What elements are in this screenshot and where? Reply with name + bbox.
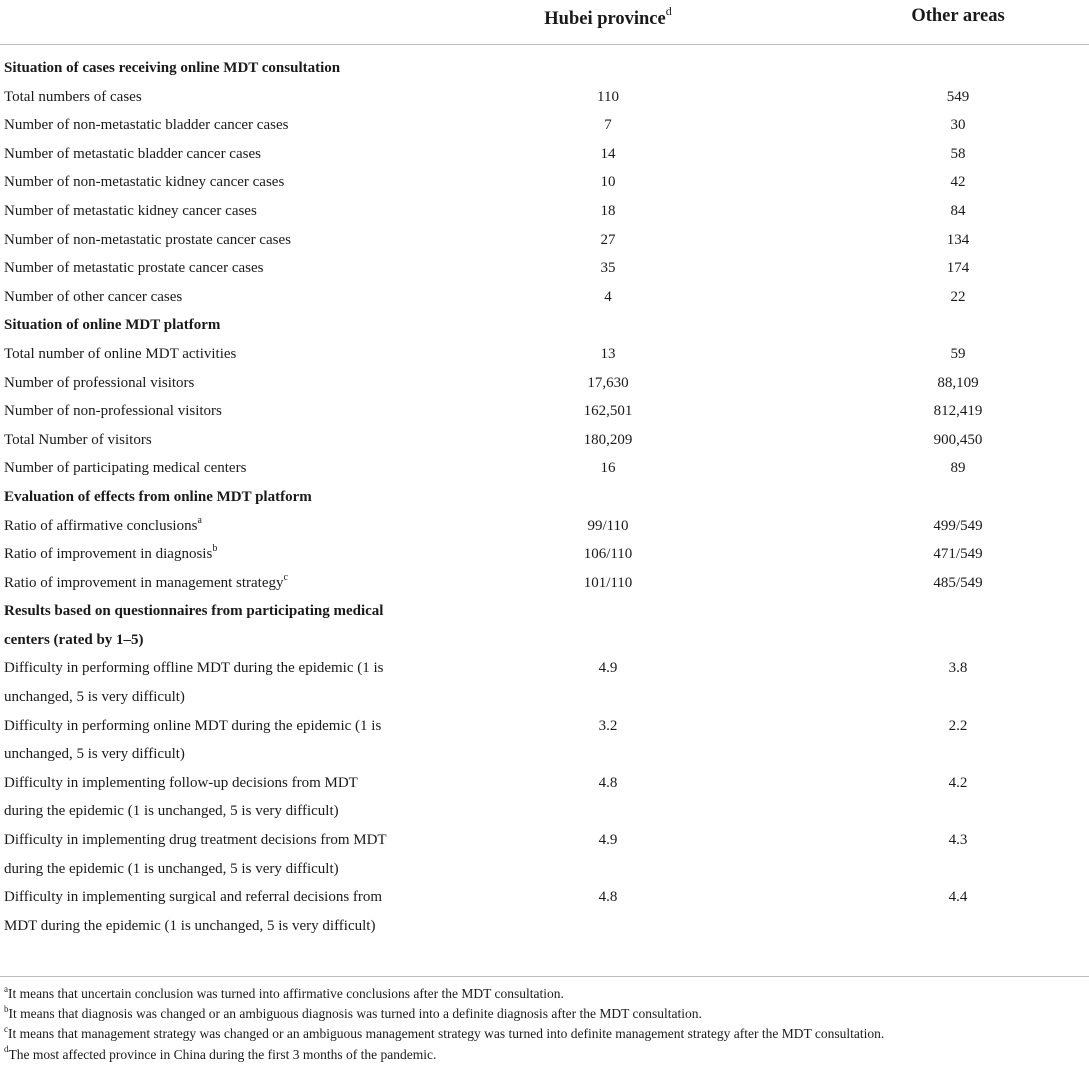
row-label: Difficulty in performing offline MDT during the epidemic (1 is unchanged, 5 is very difficult) — [4, 660, 384, 706]
table-row — [0, 254, 1089, 283]
cell-other-areas: 499/549 — [933, 517, 983, 534]
row-label: Total Number of visitors — [4, 431, 152, 448]
table-row — [0, 883, 1089, 969]
cell-other-areas: 812,419 — [933, 403, 983, 420]
cell-hubei: 4.8 — [598, 774, 618, 791]
cell-other-areas: 58 — [950, 145, 966, 162]
row-label: Number of metastatic kidney cancer cases — [4, 202, 257, 219]
row-label: Difficulty in performing online MDT during the epidemic (1 is unchanged, 5 is very difficult) — [4, 717, 382, 763]
footnote-divider — [0, 976, 1089, 977]
table-row — [0, 140, 1089, 169]
row-label: Difficulty in implementing drug treatment decisions from MDT during the epidemic (1 is unchanged, 5 is very difficult) — [4, 832, 387, 877]
cell-other-areas: 485/549 — [933, 574, 983, 591]
table-row — [0, 369, 1089, 398]
row-label: Ratio of affirmative conclusions$^a$ — [4, 514, 202, 534]
cell-hubei: 4.8 — [598, 889, 618, 906]
section-title: Results based on questionnaires from participating medical centers (rated by 1–5) — [4, 603, 384, 648]
cell-hubei: 106/110 — [583, 546, 633, 563]
table-row — [0, 454, 1089, 483]
table-row — [0, 397, 1089, 426]
cell-other-areas: 900,450 — [933, 431, 983, 448]
section-header-row — [0, 483, 1089, 512]
table-row — [0, 512, 1089, 541]
cell-other-areas: 174 — [946, 260, 970, 277]
cell-other-areas: 134 — [946, 231, 970, 248]
section-title: Situation of online MDT platform — [4, 317, 221, 334]
cell-other-areas: 84 — [950, 202, 966, 219]
table-row — [0, 226, 1089, 255]
row-label: Ratio of improvement in diagnosis$^b$ — [4, 543, 218, 563]
cell-hubei: 14 — [600, 145, 616, 162]
row-label: Difficulty in implementing follow-up decisions from MDT during the epidemic (1 is unchanged, 5 is very difficult) — [4, 774, 358, 820]
table-row — [0, 540, 1089, 569]
table-row — [0, 712, 1089, 769]
cell-other-areas: 4.3 — [948, 832, 968, 849]
section-header-row — [0, 54, 1089, 83]
footnote: $^a$It means that uncertain conclusion was turned into affirmative conclusions after the MDT consultation. — [4, 983, 564, 1001]
cell-hubei: 10 — [600, 174, 616, 191]
column-header-hubei: Hubei province$^d$ — [544, 4, 672, 30]
cell-other-areas: 59 — [950, 345, 966, 362]
cell-hubei: 99/110 — [587, 517, 629, 534]
cell-hubei: 4 — [604, 288, 612, 305]
cell-hubei: 101/110 — [583, 574, 633, 591]
cell-other-areas: 471/549 — [933, 546, 983, 563]
row-label: Ratio of improvement in management strategy$^c$ — [4, 571, 288, 591]
section-title: Evaluation of effects from online MDT platform — [4, 488, 312, 505]
cell-other-areas: 4.4 — [948, 889, 968, 906]
cell-hubei: 180,209 — [583, 431, 633, 448]
cell-hubei: 27 — [600, 231, 616, 248]
table-row — [0, 283, 1089, 312]
table-row — [0, 826, 1089, 883]
row-label: Number of professional visitors — [4, 374, 195, 391]
table-row — [0, 83, 1089, 112]
section-header-row — [0, 597, 1089, 654]
cell-other-areas: 88,109 — [937, 374, 979, 391]
table-row — [0, 340, 1089, 369]
table-row — [0, 654, 1089, 711]
table-body — [0, 54, 1089, 969]
cell-hubei: 4.9 — [598, 832, 618, 849]
row-label: Number of non-professional visitors — [4, 403, 222, 420]
row-label: Number of non-metastatic prostate cancer cases — [4, 231, 291, 248]
cell-other-areas: 89 — [950, 460, 966, 477]
table-row — [0, 197, 1089, 226]
cell-hubei: 18 — [600, 202, 616, 219]
table-row — [0, 111, 1089, 140]
table-row — [0, 168, 1089, 197]
cell-hubei: 17,630 — [587, 374, 629, 391]
table-row — [0, 569, 1089, 598]
row-label: Total numbers of cases — [4, 88, 142, 105]
cell-other-areas: 30 — [950, 117, 966, 134]
cell-other-areas: 549 — [946, 88, 970, 105]
table-row — [0, 769, 1089, 826]
cell-other-areas: 3.8 — [948, 660, 968, 677]
cell-hubei: 110 — [597, 88, 619, 105]
cell-other-areas: 4.2 — [948, 774, 968, 791]
cell-hubei: 162,501 — [583, 403, 633, 420]
table-row — [0, 426, 1089, 455]
section-header-row — [0, 311, 1089, 340]
column-header-other-areas: Other areas — [911, 6, 1005, 26]
footnote: $^b$It means that diagnosis was changed or an ambiguous diagnosis was turned into a definite diagnosis after the MDT consultation. — [4, 1003, 702, 1022]
row-label: Total number of online MDT activities — [4, 345, 237, 362]
cell-hubei: 4.9 — [598, 660, 618, 677]
cell-hubei: 7 — [604, 117, 612, 134]
row-label: Number of other cancer cases — [4, 288, 183, 305]
footnotes — [4, 984, 1084, 1065]
row-label: Number of non-metastatic kidney cancer cases — [4, 174, 285, 191]
cell-hubei: 16 — [600, 460, 616, 477]
footnote: $^c$It means that management strategy was changed or an ambiguous management strategy was turned into definite management strategy after the MDT consultation. — [4, 1023, 885, 1042]
row-label: Number of metastatic bladder cancer cases — [4, 145, 261, 162]
section-title: Situation of cases receiving online MDT consultation — [4, 60, 341, 76]
row-label: Number of non-metastatic bladder cancer cases — [4, 117, 289, 134]
cell-hubei: 3.2 — [598, 717, 618, 734]
footnote: $^d$The most affected province in China during the first 3 months of the pandemic. — [4, 1044, 437, 1062]
row-label: Number of participating medical centers — [4, 460, 247, 477]
cell-other-areas: 2.2 — [948, 717, 968, 734]
cell-other-areas: 22 — [950, 288, 966, 305]
table-header — [0, 0, 1089, 45]
row-label: Number of metastatic prostate cancer cases — [4, 260, 264, 277]
cell-hubei: 13 — [600, 345, 616, 362]
row-label: Difficulty in implementing surgical and referral decisions from MDT during the epidemic (1 is unchanged, 5 is very difficult) — [4, 889, 383, 934]
cell-other-areas: 42 — [950, 174, 966, 191]
cell-hubei: 35 — [600, 260, 616, 277]
